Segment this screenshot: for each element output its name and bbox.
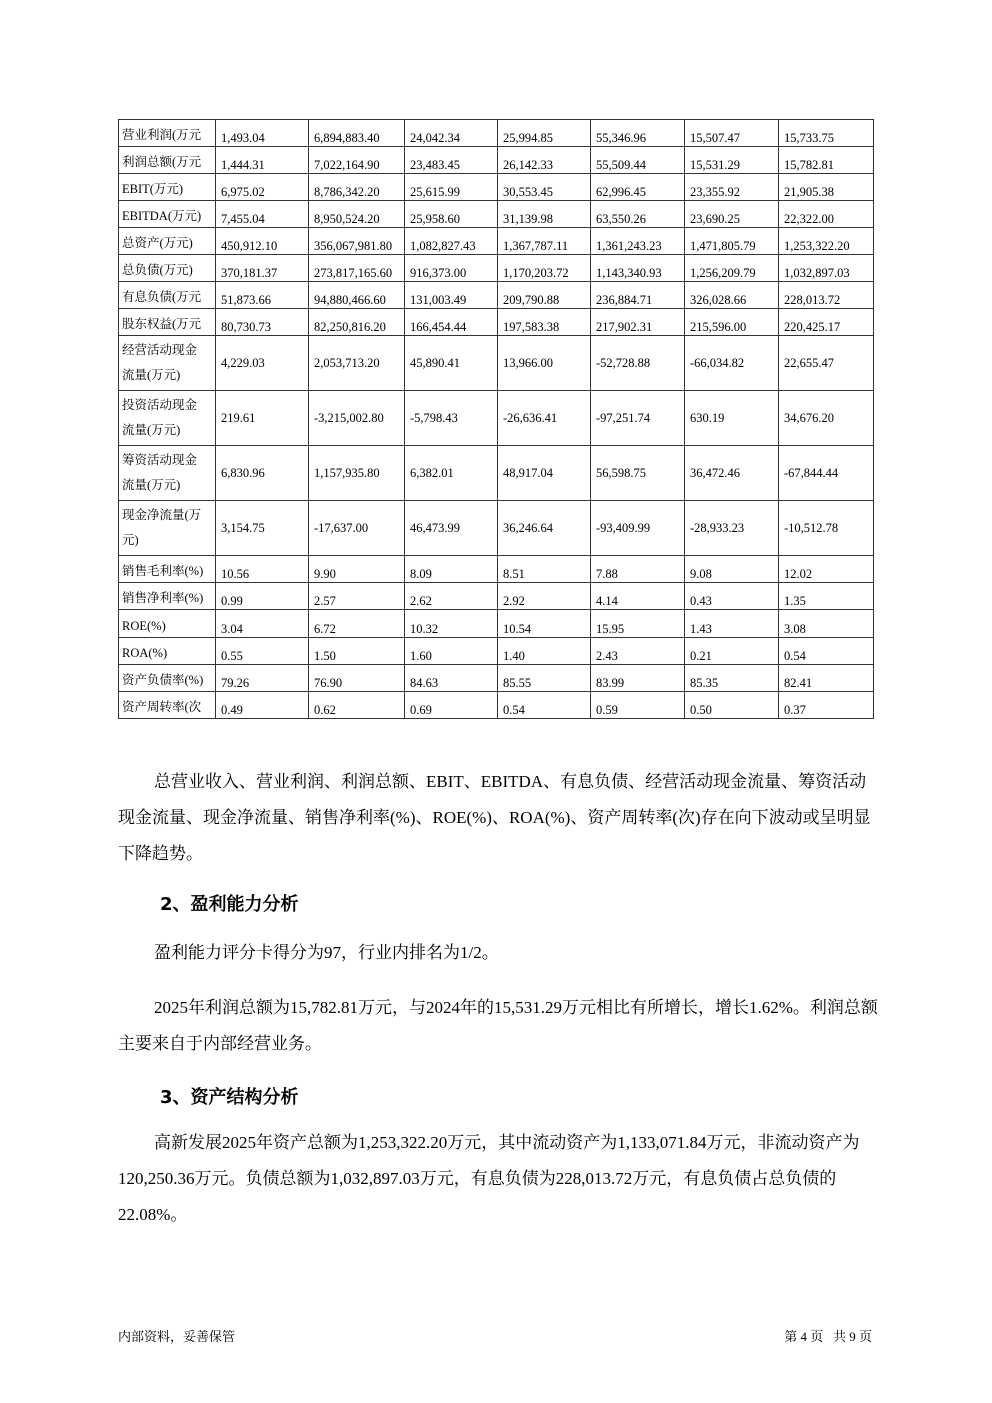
table-cell: 2,053,713.20	[309, 336, 405, 391]
profit-total-paragraph: 2025年利润总额为15,782.81万元，与2024年的15,531.29万元相比有所增长，增长1.62%。利润总额主要来自于内部经营业务。	[118, 998, 878, 1053]
table-cell: 6,894,883.40	[309, 120, 405, 147]
table-cell: 1.35	[779, 583, 874, 610]
table-cell: 8,786,342.20	[309, 174, 405, 201]
row-label	[119, 501, 216, 556]
table-row	[119, 446, 874, 501]
table-cell: 10.32	[405, 610, 498, 638]
table-cell: 220,425.17	[779, 309, 874, 336]
table-cell: 1,082,827.43	[405, 228, 498, 255]
row-label-line: 流量(万元)	[122, 478, 181, 492]
table-cell: 217,902.31	[591, 309, 685, 336]
table-cell: 25,958.60	[405, 201, 498, 228]
table-cell: 25,994.85	[498, 120, 591, 147]
table-cell: 4,229.03	[216, 336, 309, 391]
table-cell: 1,170,203.72	[498, 255, 591, 282]
table-cell: 1,032,897.03	[779, 255, 874, 282]
section-heading-asset-structure: 3、资产结构分析	[160, 1087, 299, 1108]
row-label: EBIT(万元)	[119, 174, 216, 201]
table-cell: 80,730.73	[216, 309, 309, 336]
table-cell: 356,067,981.80	[309, 228, 405, 255]
table-cell: 3.04	[216, 610, 309, 638]
table-cell: 30,553.45	[498, 174, 591, 201]
table-row	[119, 556, 874, 583]
table-cell: 22,655.47	[779, 336, 874, 391]
table-cell: 55,509.44	[591, 147, 685, 174]
table-row	[119, 501, 874, 556]
table-cell: 1,157,935.80	[309, 446, 405, 501]
table-cell: 219.61	[216, 391, 309, 446]
table-row	[119, 147, 874, 174]
table-cell: 62,996.45	[591, 174, 685, 201]
table-cell: 370,181.37	[216, 255, 309, 282]
table-row	[119, 638, 874, 665]
table-cell: 0.54	[779, 638, 874, 665]
table-cell: -93,409.99	[591, 501, 685, 556]
table-cell: 15.95	[591, 610, 685, 638]
row-label: 股东权益(万元	[119, 309, 216, 336]
table-cell: 15,733.75	[779, 120, 874, 147]
asset-structure-paragraph: 高新发展2025年资产总额为1,253,322.20万元，其中流动资产为1,133,071.84万元，非流动资产为120,250.36万元。负债总额为1,032,897.03万元，有息负债为228,013.72万元，有息负债占总负债的22.08%。	[118, 1133, 860, 1224]
table-cell: 15,782.81	[779, 147, 874, 174]
table-cell: -10,512.78	[779, 501, 874, 556]
table-row	[119, 228, 874, 255]
footer-confidential-note: 内部资料，妥善保管	[118, 1329, 236, 1344]
table-cell: 56,598.75	[591, 446, 685, 501]
row-label: 利润总额(万元	[119, 147, 216, 174]
table-cell: 6.72	[309, 610, 405, 638]
table-cell: 34,676.20	[779, 391, 874, 446]
section-heading-profitability: 2、盈利能力分析	[160, 894, 299, 915]
table-cell: 215,596.00	[685, 309, 779, 336]
table-cell: 7,455.04	[216, 201, 309, 228]
table-cell: 10.56	[216, 556, 309, 583]
table-cell: 51,873.66	[216, 282, 309, 309]
table-cell: 15,531.29	[685, 147, 779, 174]
row-label-line: 筹资活动现金	[122, 453, 198, 467]
table-cell: 0.49	[216, 692, 309, 719]
table-cell: 1,444.31	[216, 147, 309, 174]
table-cell: 2.92	[498, 583, 591, 610]
row-label-line: 流量(万元)	[122, 368, 181, 382]
table-row	[119, 174, 874, 201]
table-cell: 3.08	[779, 610, 874, 638]
table-cell: -97,251.74	[591, 391, 685, 446]
table-cell: 15,507.47	[685, 120, 779, 147]
row-label: EBITDA(万元)	[119, 201, 216, 228]
table-cell: 1,253,322.20	[779, 228, 874, 255]
table-cell: 450,912.10	[216, 228, 309, 255]
table-cell: 1,361,243.23	[591, 228, 685, 255]
row-label: 销售净利率(%)	[119, 583, 216, 610]
table-cell: 916,373.00	[405, 255, 498, 282]
table-cell: 7.88	[591, 556, 685, 583]
table-cell: 1.50	[309, 638, 405, 665]
table-cell: 2.62	[405, 583, 498, 610]
row-label-line: 现金净流量(万	[122, 508, 202, 522]
table-cell: 22,322.00	[779, 201, 874, 228]
table-cell: 13,966.00	[498, 336, 591, 391]
footer-page-number: 第 4 页 共 9 页	[784, 1329, 872, 1344]
table-cell: 85.35	[685, 665, 779, 692]
table-row	[119, 309, 874, 336]
table-cell: -67,844.44	[779, 446, 874, 501]
table-cell: 63,550.26	[591, 201, 685, 228]
table-cell: 24,042.34	[405, 120, 498, 147]
row-label	[119, 391, 216, 446]
table-cell: 1,256,209.79	[685, 255, 779, 282]
row-label: 资产负债率(%)	[119, 665, 216, 692]
table-cell: 630.19	[685, 391, 779, 446]
table-row	[119, 336, 874, 391]
table-cell: 131,003.49	[405, 282, 498, 309]
table-cell: 23,355.92	[685, 174, 779, 201]
table-cell: -5,798.43	[405, 391, 498, 446]
table-cell: -17,637.00	[309, 501, 405, 556]
row-label-line: 流量(万元)	[122, 423, 181, 437]
table-cell: -3,215,002.80	[309, 391, 405, 446]
table-cell: 83.99	[591, 665, 685, 692]
table-cell: 1,143,340.93	[591, 255, 685, 282]
table-cell: 1,471,805.79	[685, 228, 779, 255]
table-row	[119, 665, 874, 692]
table-cell: 8.51	[498, 556, 591, 583]
table-row	[119, 255, 874, 282]
financial-metrics-table	[118, 119, 874, 719]
table-cell: -52,728.88	[591, 336, 685, 391]
table-cell: 228,013.72	[779, 282, 874, 309]
row-label: ROA(%)	[119, 638, 216, 665]
table-cell: 45,890.41	[405, 336, 498, 391]
table-cell: 2.43	[591, 638, 685, 665]
table-cell: 7,022,164.90	[309, 147, 405, 174]
table-cell: 0.54	[498, 692, 591, 719]
table-cell: -28,933.23	[685, 501, 779, 556]
table-row	[119, 120, 874, 147]
table-cell: 0.21	[685, 638, 779, 665]
table-cell: 9.08	[685, 556, 779, 583]
table-cell: 85.55	[498, 665, 591, 692]
table-cell: 166,454.44	[405, 309, 498, 336]
table-cell: 8,950,524.20	[309, 201, 405, 228]
table-cell: 23,690.25	[685, 201, 779, 228]
row-label	[119, 446, 216, 501]
row-label: 总负债(万元)	[119, 255, 216, 282]
table-cell: 10.54	[498, 610, 591, 638]
table-cell: 48,917.04	[498, 446, 591, 501]
table-cell: 21,905.38	[779, 174, 874, 201]
table-cell: 1,493.04	[216, 120, 309, 147]
row-label	[119, 336, 216, 391]
table-cell: 82.41	[779, 665, 874, 692]
table-cell: 12.02	[779, 556, 874, 583]
table-cell: 76.90	[309, 665, 405, 692]
table-cell: 9.90	[309, 556, 405, 583]
row-label: 营业利润(万元	[119, 120, 216, 147]
row-label: ROE(%)	[119, 610, 216, 638]
table-row	[119, 583, 874, 610]
table-cell: 46,473.99	[405, 501, 498, 556]
table-cell: -26,636.41	[498, 391, 591, 446]
table-row	[119, 282, 874, 309]
table-cell: -66,034.82	[685, 336, 779, 391]
table-cell: 1.43	[685, 610, 779, 638]
table-cell: 326,028.66	[685, 282, 779, 309]
row-label-line: 投资活动现金	[122, 398, 198, 412]
table-row	[119, 692, 874, 719]
table-cell: 25,615.99	[405, 174, 498, 201]
table-cell: 0.55	[216, 638, 309, 665]
row-label: 资产周转率(次	[119, 692, 216, 719]
row-label: 有息负债(万元	[119, 282, 216, 309]
table-cell: 4.14	[591, 583, 685, 610]
table-cell: 26,142.33	[498, 147, 591, 174]
table-cell: 1.40	[498, 638, 591, 665]
table-row	[119, 610, 874, 638]
table-cell: 84.63	[405, 665, 498, 692]
row-label-line: 元)	[122, 533, 139, 547]
table-cell: 31,139.98	[498, 201, 591, 228]
table-cell: 8.09	[405, 556, 498, 583]
table-cell: 0.43	[685, 583, 779, 610]
table-cell: 0.59	[591, 692, 685, 719]
table-cell: 0.37	[779, 692, 874, 719]
table-cell: 82,250,816.20	[309, 309, 405, 336]
table-cell: 0.69	[405, 692, 498, 719]
table-cell: 2.57	[309, 583, 405, 610]
row-label-line: 经营活动现金	[122, 343, 198, 357]
table-cell: 55,346.96	[591, 120, 685, 147]
row-label: 总资产(万元)	[119, 228, 216, 255]
table-cell: 0.99	[216, 583, 309, 610]
row-label: 销售毛利率(%)	[119, 556, 216, 583]
table-cell: 6,382.01	[405, 446, 498, 501]
table-cell: 0.50	[685, 692, 779, 719]
table-cell: 36,246.64	[498, 501, 591, 556]
table-cell: 1,367,787.11	[498, 228, 591, 255]
summary-paragraph: 总营业收入、营业利润、利润总额、EBIT、EBITDA、有息负债、经营活动现金流量、筹资活动现金流量、现金净流量、销售净利率(%)、ROE(%)、ROA(%)、资产周转率(次)存在向下波动或呈明显下降趋势。	[118, 772, 871, 863]
profitability-score-paragraph: 盈利能力评分卡得分为97，行业内排名为1/2。	[154, 943, 499, 962]
table-cell: 3,154.75	[216, 501, 309, 556]
table-cell: 0.62	[309, 692, 405, 719]
table-cell: 23,483.45	[405, 147, 498, 174]
table-row	[119, 391, 874, 446]
table-cell: 209,790.88	[498, 282, 591, 309]
table-cell: 6,830.96	[216, 446, 309, 501]
table-cell: 94,880,466.60	[309, 282, 405, 309]
table-cell: 79.26	[216, 665, 309, 692]
table-row	[119, 201, 874, 228]
table-cell: 197,583.38	[498, 309, 591, 336]
table-cell: 1.60	[405, 638, 498, 665]
table-cell: 36,472.46	[685, 446, 779, 501]
table-cell: 273,817,165.60	[309, 255, 405, 282]
table-cell: 236,884.71	[591, 282, 685, 309]
table-cell: 6,975.02	[216, 174, 309, 201]
